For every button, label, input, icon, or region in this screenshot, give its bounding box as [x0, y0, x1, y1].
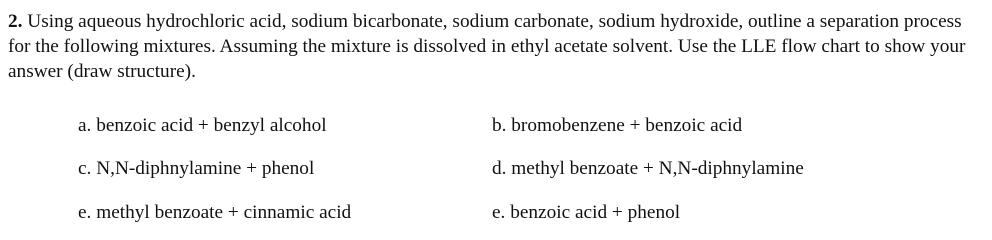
question-number: 2.: [8, 11, 23, 32]
question-text: Using aqueous hydrochloric acid, sodium bicarbonate, sodium carbonate, sodium hydroxide, outline a separation process for the following mixtures. Assuming the mixture is dissolved in ethyl acetate solvent. Use the LLE flow chart to show your answer (draw structure).: [8, 11, 966, 82]
mixture-item-a: a. benzoic acid + benzyl alcohol: [78, 115, 327, 136]
mixture-item-e2: e. benzoic acid + phenol: [492, 202, 681, 223]
mixture-item-b: b. bromobenzene + benzoic acid: [492, 115, 743, 136]
mixture-item-c: c. N,N-diphnylamine + phenol: [78, 158, 315, 179]
mixture-item-d: d. methyl benzoate + N,N-diphnylamine: [492, 158, 804, 179]
mixture-item-e1: e. methyl benzoate + cinnamic acid: [78, 202, 352, 223]
